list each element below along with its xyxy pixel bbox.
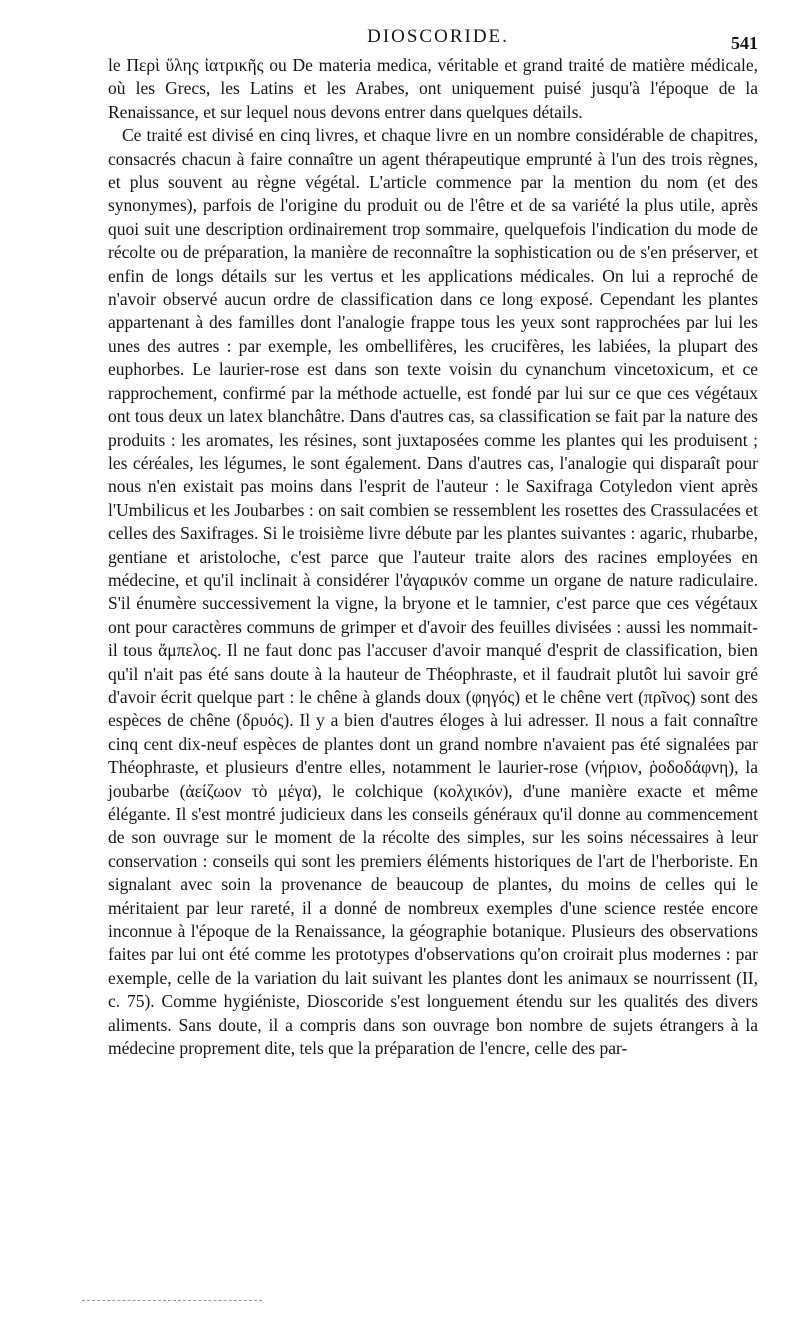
running-head [108,22,758,52]
footer-rule [82,1300,262,1301]
paragraph-treatise-description: Ce traité est divisé en cinq livres, et chaque livre en un nombre considérable de chapitres, consacrés chacun à faire connaître un agent thérapeutique emprunté à l'un des trois règnes, et plus souvent au règne végétal. L'article commence par la mention du nom (et des synonymes), parfois de l'origine du produit ou de l'être et de sa variété la plus utile, après quoi suit une description ordinairement trop sommaire, quelquefois l'indication du mode de récolte ou de préparation, la manière de reconnaître la sophistication ou de s'en préserver, et enfin de longs détails sur les vertus et les applications médicales. On lui a reproché de n'avoir observé aucun ordre de classification dans ce long exposé. Cependant les plantes appartenant à des familles dont l'analogie frappe tous les yeux sont rapprochées par lui les unes des autres : par exemple, les ombellifères, les crucifères, les labiées, la plupart des euphorbes. Le laurier-rose est dans son texte voisin du cynanchum vincetoxicum, et ce rapprochement, confirmé par la méthode actuelle, est fondé par lui sur ce que ces végétaux ont tous deux un latex blanchâtre. Dans d'autres cas, sa classification se fait par la nature des produits : les aromates, les résines, sont juxtaposées comme les plantes qui les produisent ; les céréales, les légumes, le sont également. Dans d'autres cas, l'analogie qui disparaît pour nous n'en existait pas moins dans l'esprit de l'auteur : le Saxifraga Cotyledon vient après l'Umbilicus et les Joubarbes : on sait combien se ressemblent les rosettes des Crassulacées et celles des Saxifrages. Si le troisième livre débute par les plantes suivantes : agaric, rhubarbe, gentiane et aristoloche, c'est parce que l'auteur traite alors des racines employées en médecine, et qu'il inclinait à considérer l'ἀγαρικόν comme un organe de nature radiculaire. S'il énumère successivement la vigne, la bryone et le tamnier, c'est parce que ces végétaux ont pour caractères communs de grimper et d'avoir des feuilles divisées : aussi les nommait-il tous ἄμπελος. Il ne faut donc pas l'accuser d'avoir manqué d'esprit de classification, bien qu'il n'ait pas été sans doute à la hauteur de Théophraste, et il faudrait plutôt lui savoir gré d'avoir écrit quelque part : le chêne à glands doux (φηγός) et le chêne vert (πρῖνος) sont des espèces de chêne (δρυός). Il y a bien d'autres éloges à lui adresser. Il nous a fait connaître cinq cent dix-neuf espèces de plantes dont un grand nombre n'avaient pas été signalées par Théophraste, et plusieurs d'entre elles, notamment le laurier-rose (νήριον, ῥοδοδάφνη), la joubarbe (ἀείζωον τὸ μέγα), le colchique (κολχικόν), d'une manière exacte et même élégante. Il s'est montré judicieux dans les conseils généraux qu'il donne au commencement de son ouvrage sur le moment de la récolte des simples, sur les soins nécessaires à leur conservation : conseils qui sont les premiers éléments historiques de l'art de l'herboriste. En signalant avec soin la provenance de beaucoup de plantes, du moins de celles qui le méritaient par leur rareté, il a donné de nombreux exemples d'une science restée encore inconnue à l'époque de la Renaissance, la géographie botanique. Plusieurs des observations faites par lui ont été comme les prototypes d'observations qu'on croirait plus modernes : par exemple, celle de la variation du lait suivant les plantes dont les animaux se nourrissent (II, c. 75). Comme hygiéniste, Dioscoride s'est longuement étendu sur les qualités des divers aliments. Sans doute, il a compris dans son ouvrage bon nombre de sujets étrangers à la médecine proprement dite, tels que la préparation de l'encre, celle des par- [108,125,758,1059]
body-text [108,54,758,1060]
running-title: DIOSCORIDE. [367,26,509,47]
paragraph-continued: le Περὶ ὕλης ἰατρικῆς ou De materia medica, véritable et grand traité de matière médicale, où les Grecs, les Latins et les Arabes, ont uniquement puisé jusqu'à l'époque de la Renaissance, et sur lequel nous devons entrer dans quelques détails. [108,55,758,122]
page-number: 541 [731,33,758,53]
